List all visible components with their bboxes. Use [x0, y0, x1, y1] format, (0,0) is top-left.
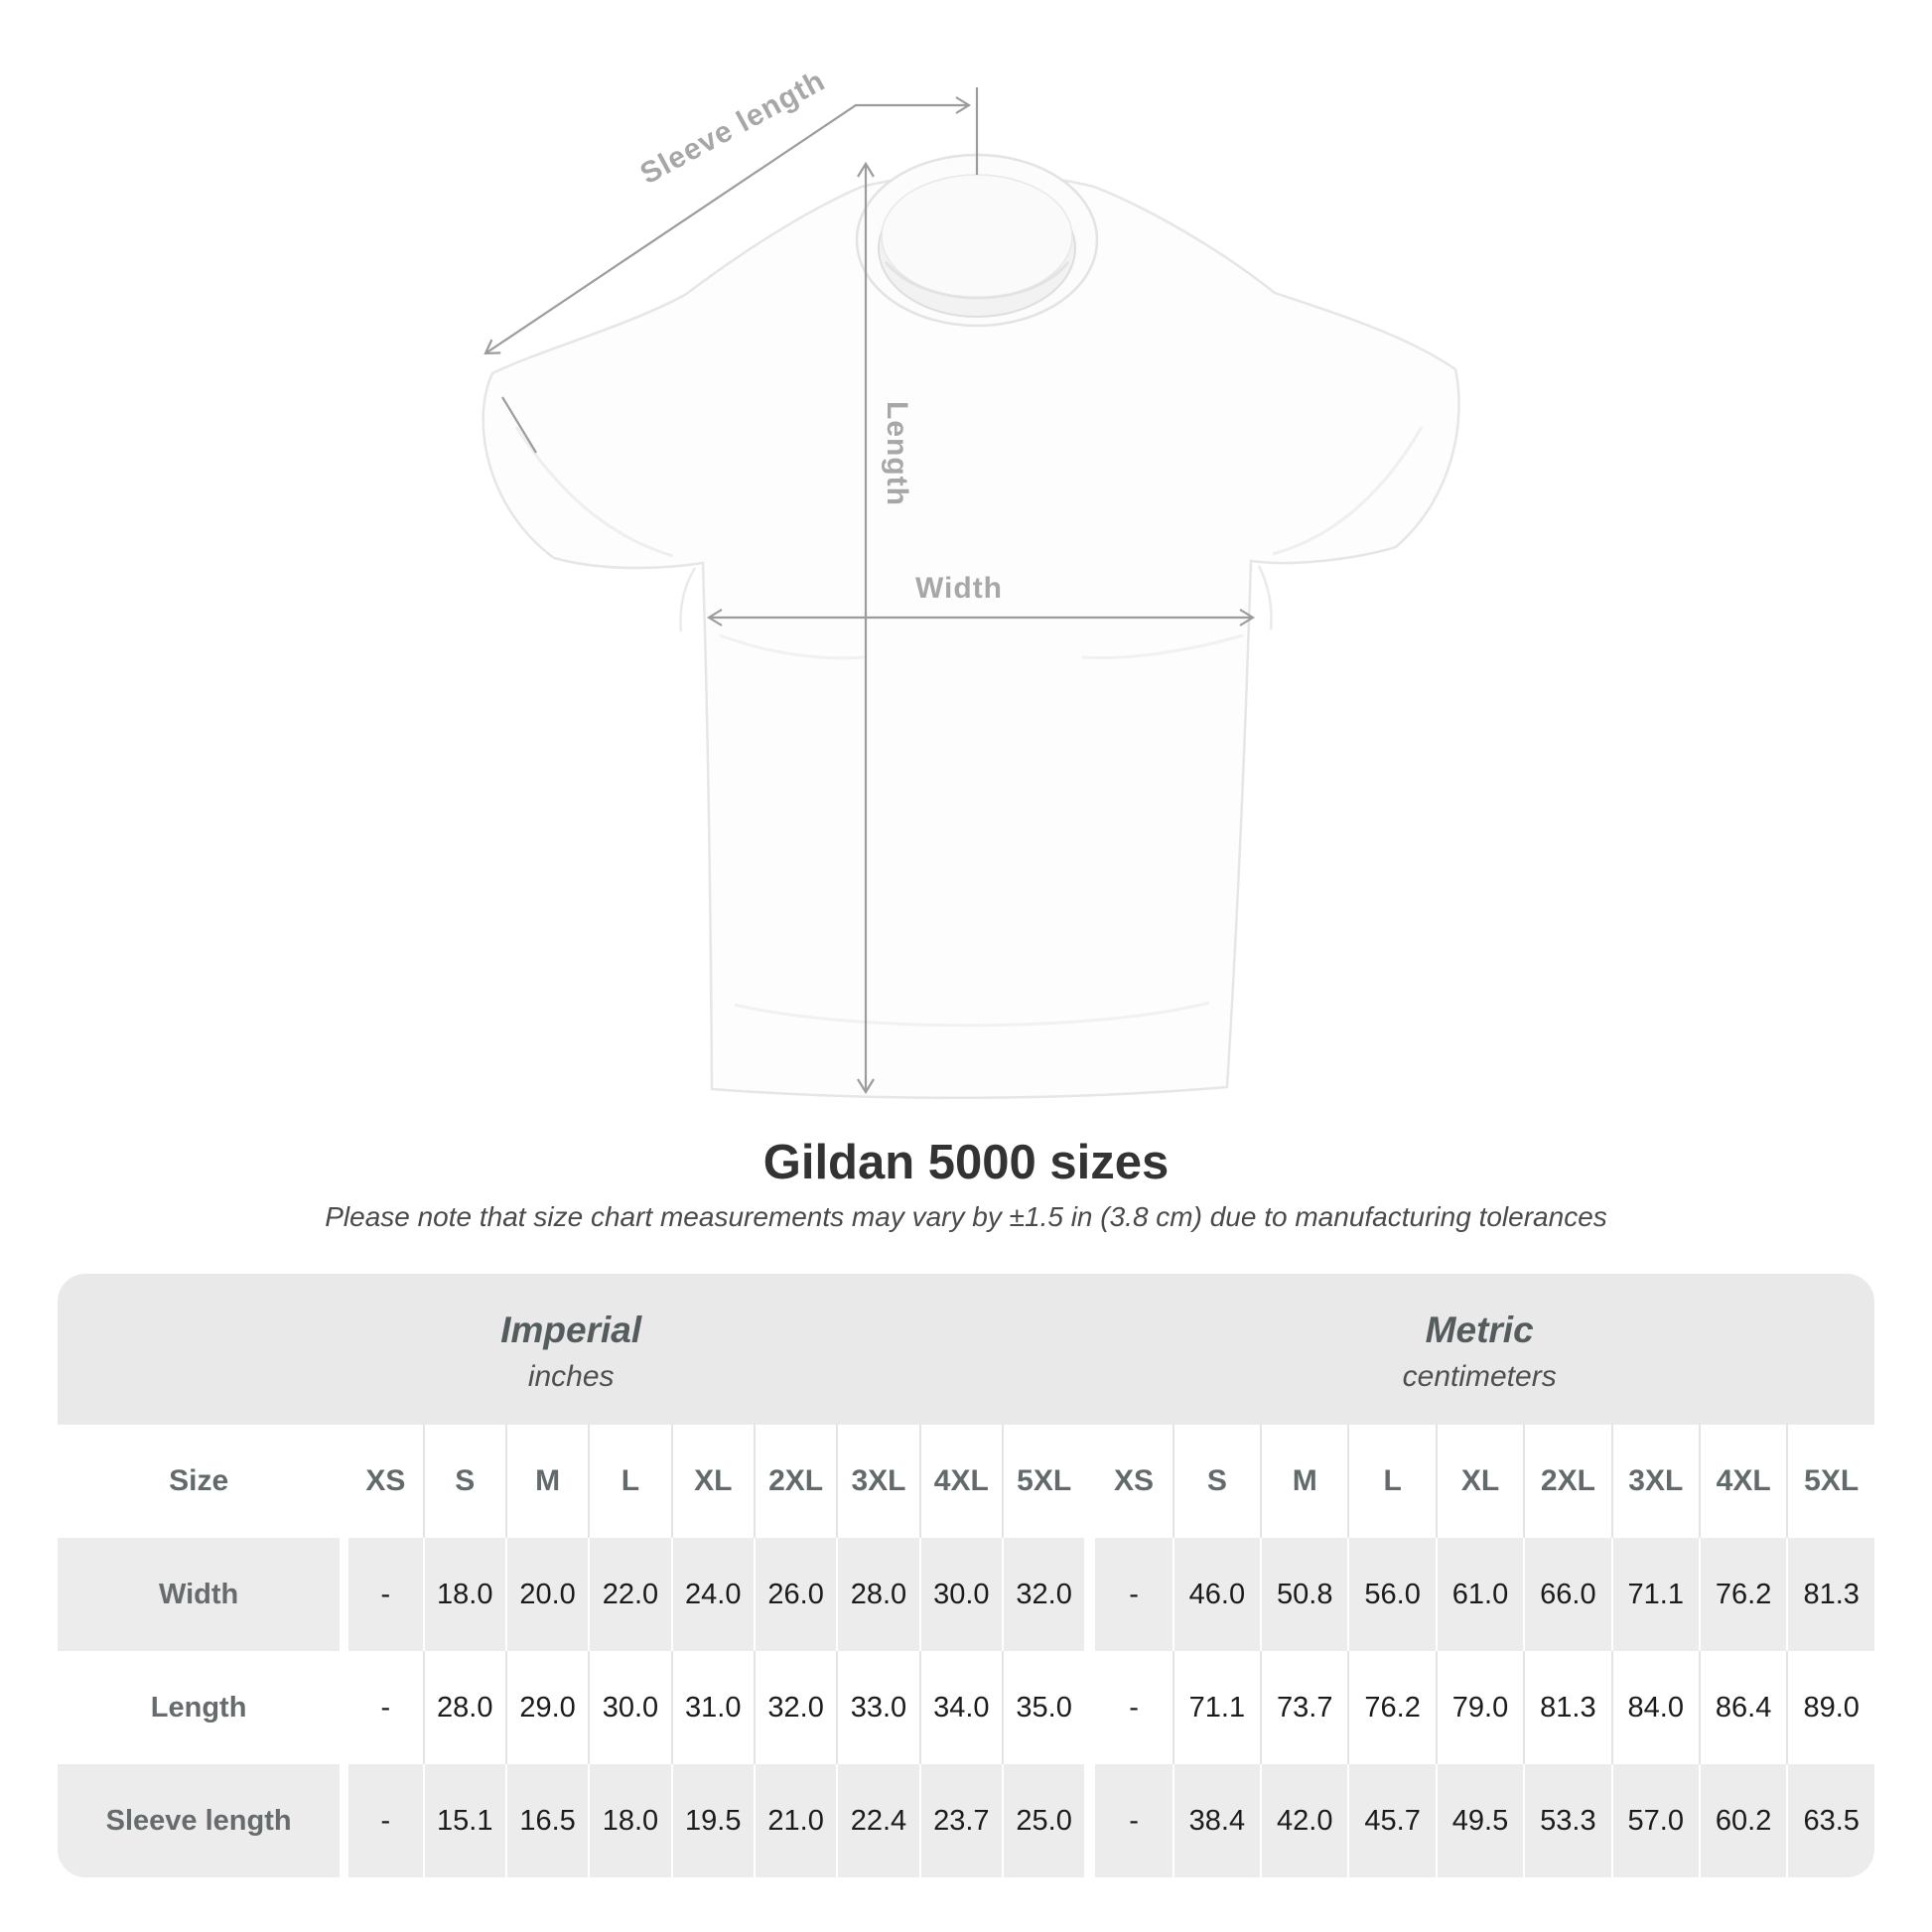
cell: 29.0	[505, 1651, 588, 1764]
size-header: L	[1347, 1425, 1435, 1538]
cell: 73.7	[1260, 1651, 1347, 1764]
cell: -	[1084, 1764, 1172, 1877]
table-row-length	[58, 1651, 1874, 1764]
size-header: 2XL	[1523, 1425, 1610, 1538]
cell: 81.3	[1786, 1538, 1874, 1651]
cell: 15.1	[423, 1764, 505, 1877]
cell: 45.7	[1347, 1764, 1435, 1877]
cell: 46.0	[1173, 1538, 1260, 1651]
cell: 34.0	[919, 1651, 1002, 1764]
size-column-label: Size	[58, 1425, 340, 1538]
page-title: Gildan 5000 sizes	[762, 1136, 1170, 1189]
cell: 61.0	[1436, 1538, 1523, 1651]
cell: 18.0	[588, 1764, 670, 1877]
cell: 23.7	[919, 1764, 1002, 1877]
size-header: 4XL	[919, 1425, 1002, 1538]
cell: 19.5	[671, 1764, 754, 1877]
cell: 26.0	[754, 1538, 836, 1651]
cell: 63.5	[1786, 1764, 1874, 1877]
metric-header	[1084, 1274, 1874, 1425]
cell: 20.0	[505, 1538, 588, 1651]
cell: 18.0	[423, 1538, 505, 1651]
cell: 25.0	[1002, 1764, 1084, 1877]
cell: 16.5	[505, 1764, 588, 1877]
size-header: 5XL	[1786, 1425, 1874, 1538]
size-header: M	[505, 1425, 588, 1538]
cell: -	[340, 1538, 422, 1651]
size-header-row	[58, 1425, 1874, 1538]
width-label: Width	[914, 572, 1004, 605]
size-header: 4XL	[1699, 1425, 1786, 1538]
sleeve-length-label: Sleeve length	[634, 64, 831, 192]
cell: 81.3	[1523, 1651, 1610, 1764]
imperial-unit: inches	[527, 1360, 615, 1394]
size-header: L	[588, 1425, 670, 1538]
cell: 76.2	[1347, 1651, 1435, 1764]
cell: -	[340, 1764, 422, 1877]
cell: 42.0	[1260, 1764, 1347, 1877]
tshirt-illustration	[483, 155, 1459, 1098]
size-header: 5XL	[1002, 1425, 1084, 1538]
cell: 32.0	[1002, 1538, 1084, 1651]
cell: 33.0	[836, 1651, 918, 1764]
row-label: Length	[58, 1651, 340, 1764]
cell: -	[1084, 1651, 1172, 1764]
size-header: S	[423, 1425, 505, 1538]
cell: 49.5	[1436, 1764, 1523, 1877]
size-header: XS	[1084, 1425, 1172, 1538]
row-label: Width	[58, 1538, 340, 1651]
cell: 53.3	[1523, 1764, 1610, 1877]
cell: 60.2	[1699, 1764, 1786, 1877]
size-header: S	[1173, 1425, 1260, 1538]
cell: 84.0	[1611, 1651, 1699, 1764]
cell: 89.0	[1786, 1651, 1874, 1764]
table-row-sleeve-length	[58, 1764, 1874, 1877]
cell: -	[1084, 1538, 1172, 1651]
cell: 79.0	[1436, 1651, 1523, 1764]
cell: 50.8	[1260, 1538, 1347, 1651]
size-header: XS	[340, 1425, 422, 1538]
cell: 35.0	[1002, 1651, 1084, 1764]
cell: 86.4	[1699, 1651, 1786, 1764]
size-table	[58, 1274, 1874, 1877]
unit-header-row	[58, 1274, 1874, 1425]
cell: 31.0	[671, 1651, 754, 1764]
imperial-header	[58, 1274, 1084, 1425]
row-label: Sleeve length	[58, 1764, 340, 1877]
cell: 56.0	[1347, 1538, 1435, 1651]
cell: 21.0	[754, 1764, 836, 1877]
metric-unit: centimeters	[1402, 1360, 1557, 1394]
cell: 24.0	[671, 1538, 754, 1651]
metric-title: Metric	[1425, 1309, 1534, 1350]
cell: 30.0	[919, 1538, 1002, 1651]
size-header: 2XL	[754, 1425, 836, 1538]
length-label: Length	[881, 401, 913, 506]
size-header: XL	[671, 1425, 754, 1538]
size-header: 3XL	[836, 1425, 918, 1538]
cell: 22.0	[588, 1538, 670, 1651]
imperial-title: Imperial	[500, 1309, 642, 1350]
cell: -	[340, 1651, 422, 1764]
cell: 38.4	[1173, 1764, 1260, 1877]
cell: 76.2	[1699, 1538, 1786, 1651]
cell: 32.0	[754, 1651, 836, 1764]
size-header: M	[1260, 1425, 1347, 1538]
table-row-width	[58, 1538, 1874, 1651]
cell: 28.0	[423, 1651, 505, 1764]
cell: 57.0	[1611, 1764, 1699, 1877]
cell: 22.4	[836, 1764, 918, 1877]
cell: 28.0	[836, 1538, 918, 1651]
size-header: 3XL	[1611, 1425, 1699, 1538]
cell: 71.1	[1611, 1538, 1699, 1651]
cell: 30.0	[588, 1651, 670, 1764]
size-header: XL	[1436, 1425, 1523, 1538]
tolerance-note: Please note that size chart measurements may vary by ±1.5 in (3.8 cm) due to manufacturing tolerances	[325, 1201, 1607, 1232]
cell: 71.1	[1173, 1651, 1260, 1764]
cell: 66.0	[1523, 1538, 1610, 1651]
